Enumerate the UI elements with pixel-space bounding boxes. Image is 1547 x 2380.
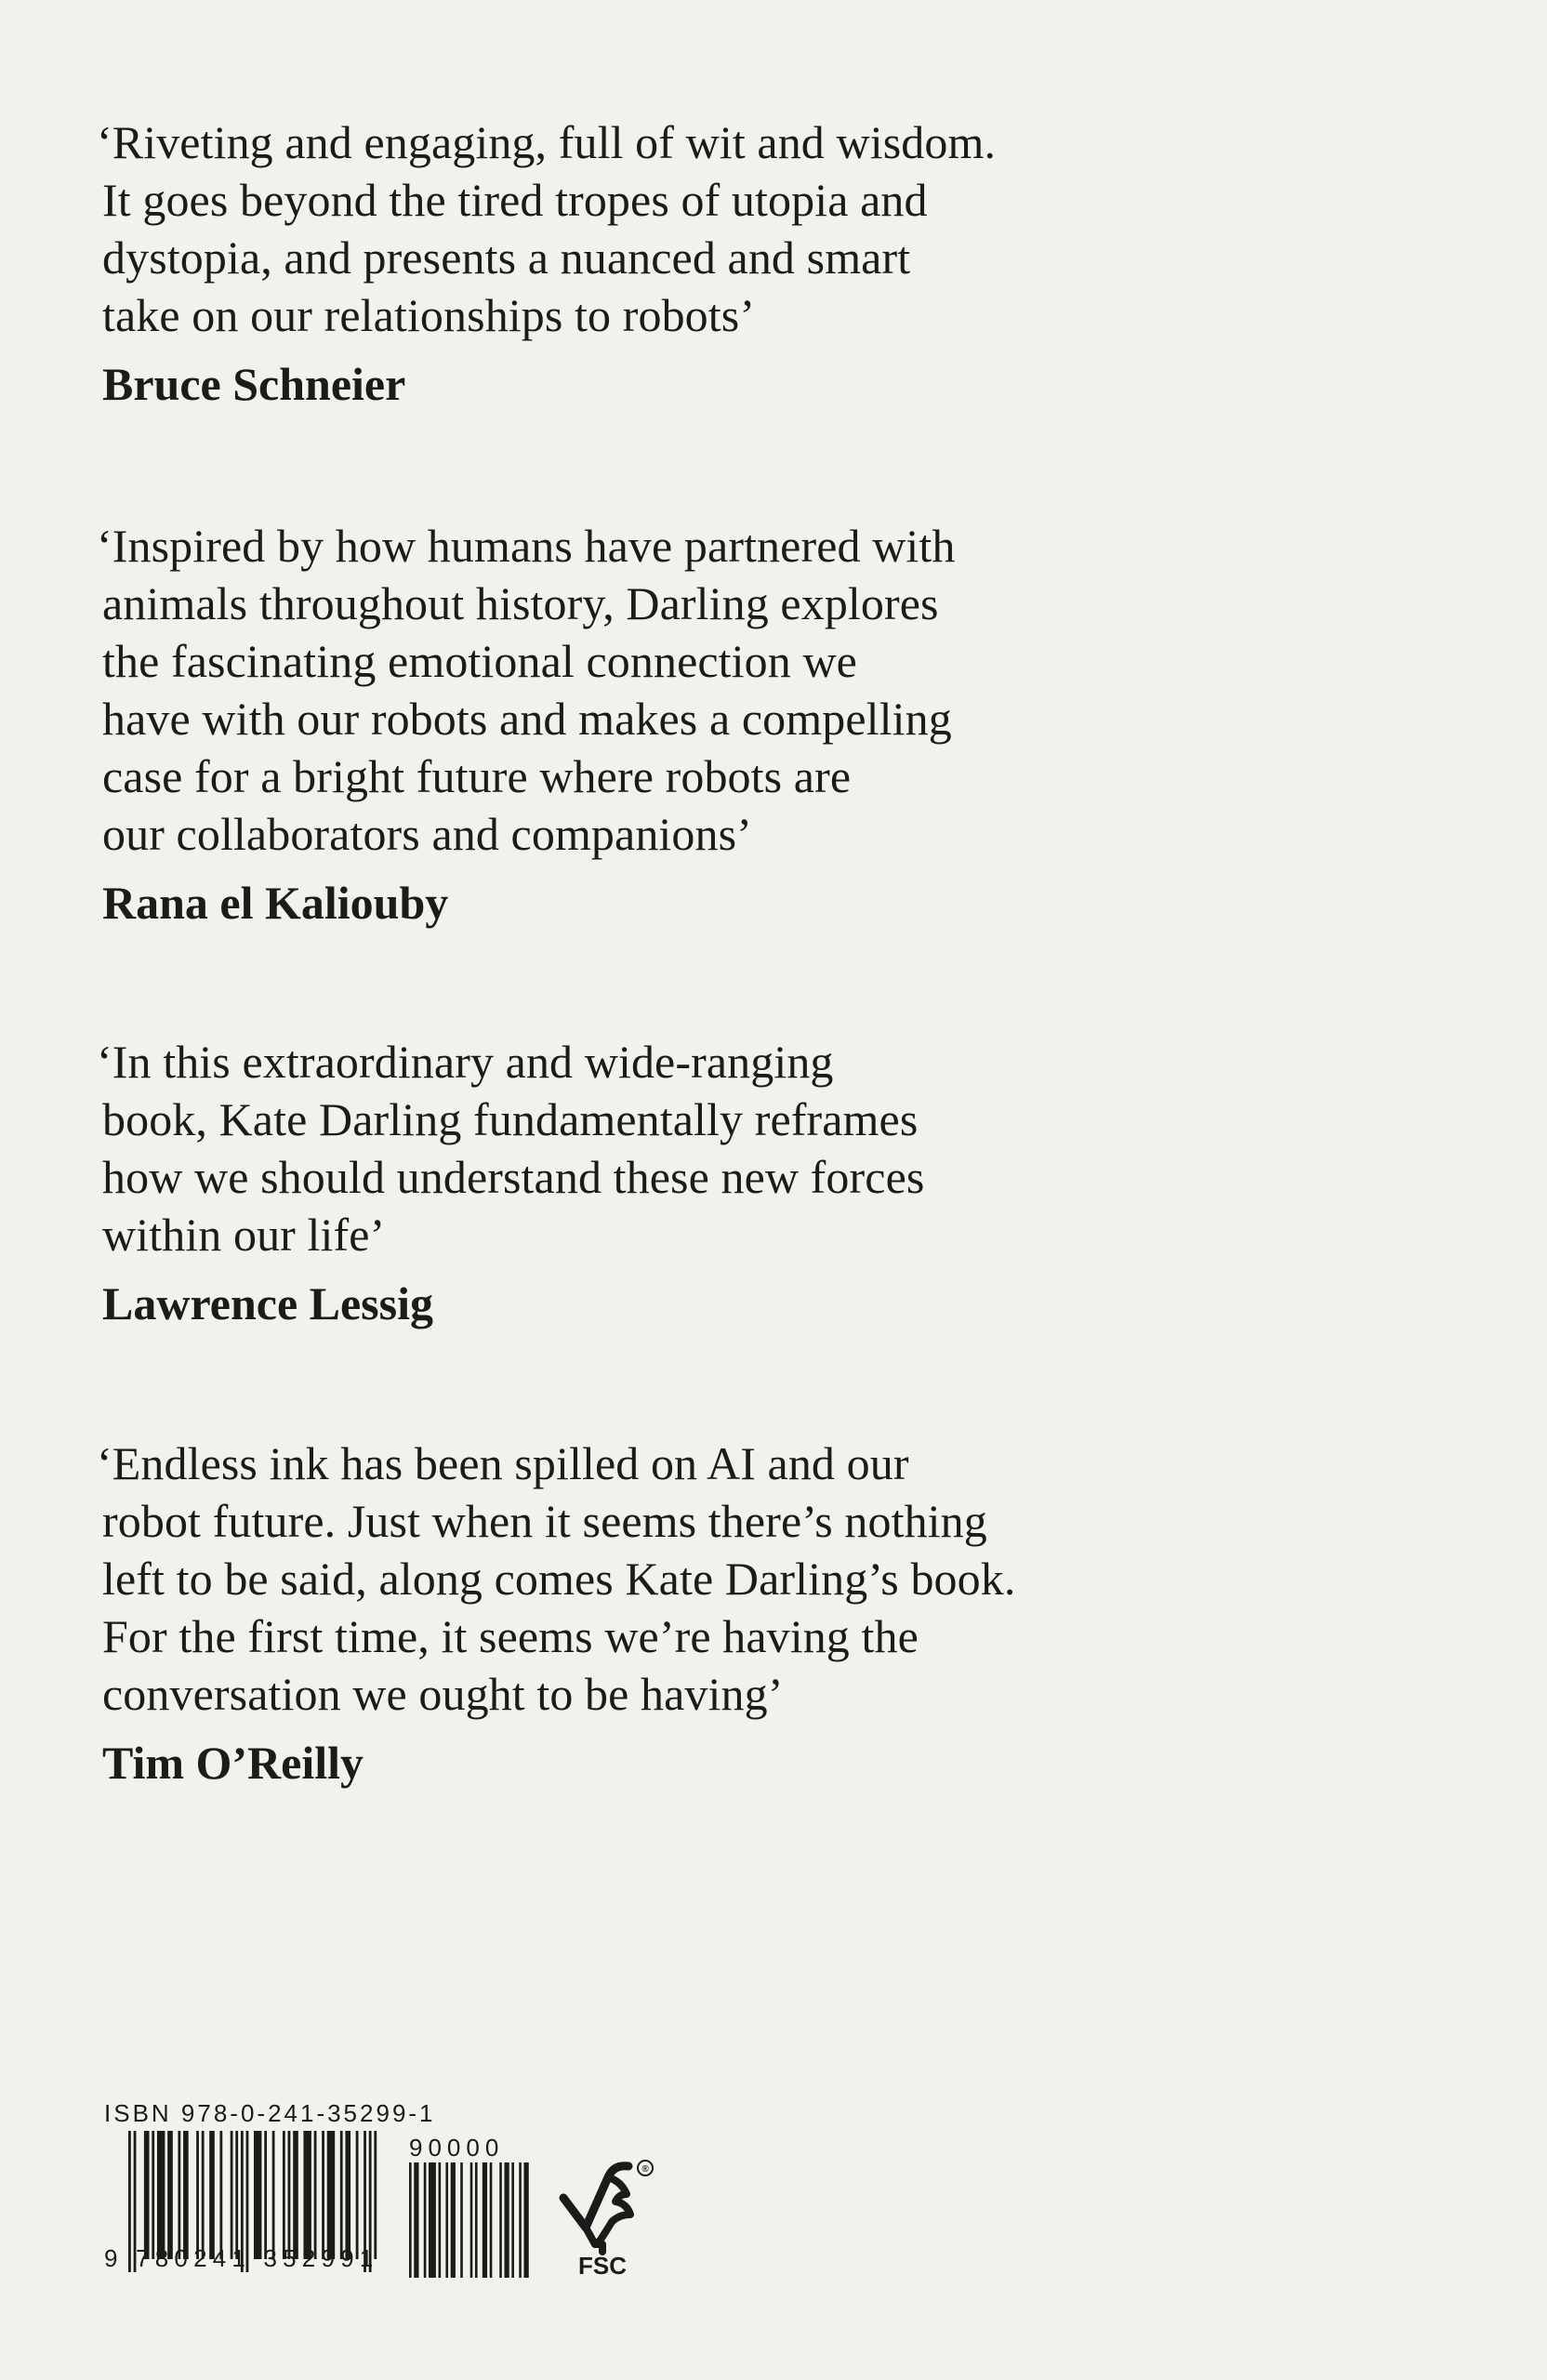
barcode-bar — [511, 2162, 514, 2278]
barcode-bar — [523, 2162, 528, 2278]
barcode-bar — [475, 2162, 478, 2278]
quote-line: within our life’ — [102, 1209, 386, 1261]
blurb-rana-el-kaliouby — [97, 517, 1125, 932]
fsc-registered-mark: ® — [641, 2164, 649, 2175]
quote-line: left to be said, along comes Kate Darling’s book. — [102, 1553, 1016, 1605]
barcode-bar — [504, 2162, 509, 2278]
barcode-bar — [409, 2162, 412, 2278]
quote-attribution: Bruce Schneier — [102, 358, 406, 410]
quote-line: how we should understand these new forces — [102, 1151, 925, 1203]
barcode-bar — [178, 2131, 180, 2259]
quote-line: our collaborators and companions’ — [102, 808, 752, 860]
barcode-bar — [303, 2131, 311, 2259]
addon-digits: 90000 — [409, 2134, 505, 2162]
quote-line: ‘Inspired by how humans have partnered with — [97, 520, 956, 572]
barcode-bar — [414, 2162, 418, 2278]
barcode-bar — [254, 2131, 261, 2259]
quote-line: For the first time, it seems we’re having the — [102, 1610, 919, 1662]
blurb-tim-oreilly — [97, 1435, 1125, 1792]
quote-attribution: Tim O’Reilly — [102, 1737, 364, 1789]
barcode-bar — [519, 2162, 522, 2278]
barcode-bar — [235, 2131, 238, 2259]
barcode-bar — [451, 2162, 456, 2278]
barcode-bar — [196, 2131, 199, 2259]
barcode-bar — [429, 2162, 436, 2278]
barcode-digits: 9 780241 352991 — [104, 2244, 379, 2272]
quote-line: have with our robots and makes a compelling — [102, 693, 952, 745]
quote-line: conversation we ought to be having’ — [102, 1668, 784, 1720]
barcode-bar — [183, 2131, 189, 2259]
blurb-lawrence-lessig — [97, 1033, 1125, 1332]
quote-line: animals throughout history, Darling explores — [102, 577, 939, 629]
fsc-label: FSC — [578, 2252, 627, 2278]
barcode-bar — [272, 2131, 275, 2259]
quote-attribution: Rana el Kaliouby — [102, 877, 449, 929]
quote-line: ‘Endless ink has been spilled on AI and our — [97, 1437, 909, 1489]
barcode-bar — [264, 2131, 267, 2259]
price-addon-barcode — [409, 2162, 534, 2278]
barcode-bar — [345, 2131, 350, 2259]
barcode-bar — [231, 2131, 233, 2259]
barcode-bar — [152, 2131, 154, 2259]
barcode-bar — [445, 2162, 448, 2278]
barcode-bar — [424, 2162, 427, 2278]
barcode-bar — [490, 2162, 493, 2278]
barcode-bar — [293, 2131, 298, 2259]
quote-attribution: Lawrence Lessig — [102, 1277, 433, 1329]
barcode-bar — [202, 2131, 205, 2259]
barcode-bar — [209, 2131, 215, 2259]
barcode-bar — [374, 2131, 377, 2259]
quote-line: case for a bright future where robots are — [102, 750, 852, 802]
quote-line: dystopia, and presents a nuanced and smart — [102, 231, 911, 284]
quote-line: robot future. Just when it seems there’s nothing — [102, 1495, 987, 1547]
barcode-bar — [499, 2162, 502, 2278]
barcode-bar — [483, 2162, 487, 2278]
barcode-bar — [288, 2131, 291, 2259]
quote-line: ‘In this extraordinary and wide-ranging — [97, 1036, 834, 1088]
quote-line: ‘Riveting and engaging, full of wit and wisdom. — [97, 116, 997, 168]
fsc-logo-icon — [554, 2157, 656, 2278]
quote-line: the fascinating emotional connection we — [102, 635, 857, 687]
barcode-bar — [167, 2131, 173, 2259]
barcode-bar — [219, 2131, 222, 2259]
barcode-bar — [144, 2131, 150, 2259]
quote-line: book, Kate Darling fundamentally reframes — [102, 1093, 919, 1145]
barcode-bar — [157, 2131, 165, 2259]
barcode-bar — [283, 2131, 285, 2259]
barcode-bar — [460, 2162, 463, 2278]
blurb-bruce-schneier — [97, 113, 1125, 413]
barcode-bar — [356, 2131, 359, 2259]
isbn-label: ISBN 978-0-241-35299-1 — [104, 2099, 436, 2127]
barcode-bar — [439, 2162, 442, 2278]
quote-line: take on our relationships to robots’ — [102, 289, 756, 341]
barcode-bar — [470, 2162, 473, 2278]
quote-line: It goes beyond the tired tropes of utopia and — [102, 174, 928, 226]
barcode-bar — [340, 2131, 343, 2259]
barcode-bar — [327, 2131, 335, 2259]
barcode-bar — [314, 2131, 317, 2259]
barcode-bar — [322, 2131, 324, 2259]
